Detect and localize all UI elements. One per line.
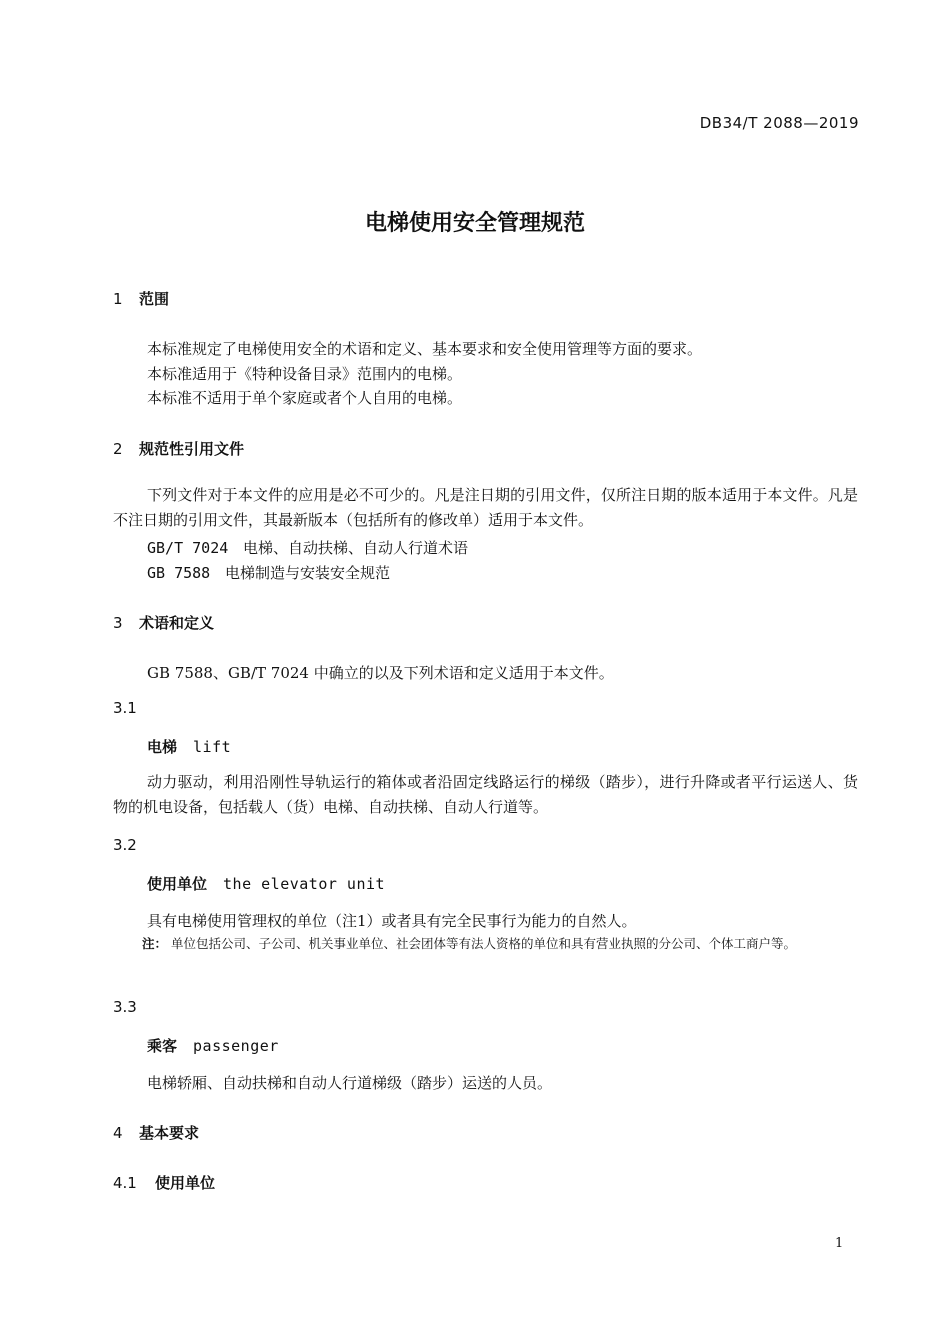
subsection-title: 使用单位 (155, 1174, 216, 1192)
reference-code: GB/T 7024 (147, 539, 229, 557)
section-4-heading (113, 1122, 199, 1143)
term-chinese: 电梯 (147, 738, 178, 756)
page-title: 电梯使用安全管理规范 (364, 211, 585, 236)
scope-paragraph-3: 本标准不适用于单个家庭或者个人自用的电梯。 (147, 389, 463, 407)
reference-code: GB 7588 (147, 564, 211, 582)
term-number: 3.3 (113, 998, 137, 1016)
section-title: 范围 (139, 290, 170, 308)
term-number: 3.1 (113, 699, 137, 717)
term-chinese: 乘客 (147, 1037, 178, 1055)
scope-paragraph-2: 本标准适用于《特种设备目录》范围内的电梯。 (147, 365, 463, 383)
term-chinese: 使用单位 (147, 875, 208, 893)
reference-item (147, 537, 468, 558)
term-english: the elevator unit (223, 875, 386, 893)
normative-references-intro: 下列文件对于本文件的应用是必不可少的。凡是注日期的引用文件，仅所注日期的版本适用于本文件。凡是不注日期的引用文件，其最新版本（包括所有的修改单）适用于本文件。 (113, 486, 858, 529)
term-entry (147, 873, 385, 894)
terms-intro: GB 7588、GB/T 7024 中确立的以及下列术语和定义适用于本文件。 (147, 664, 614, 682)
scope-paragraph-1: 本标准规定了电梯使用安全的术语和定义、基本要求和安全使用管理等方面的要求。 (147, 340, 703, 358)
page-number: 1 (835, 1236, 844, 1251)
term-english: passenger (193, 1037, 279, 1055)
term-definition: 电梯轿厢、自动扶梯和自动人行道梯级（踏步）运送的人员。 (147, 1074, 553, 1092)
subsection-4-1-heading (113, 1172, 215, 1193)
note-text: 单位包括公司、子公司、机关事业单位、社会团体等有法人资格的单位和具有营业执照的分公司、个体工商户等。 (171, 936, 797, 951)
document-number: DB34/T 2088—2019 (699, 114, 859, 132)
note-label: 注： (142, 936, 168, 951)
subsection-number: 4.1 (113, 1174, 137, 1192)
section-number: 4 (113, 1124, 123, 1142)
reference-title: 电梯、自动扶梯、自动人行道术语 (243, 539, 469, 557)
term-number: 3.2 (113, 836, 137, 854)
reference-item (147, 562, 390, 583)
reference-title: 电梯制造与安装安全规范 (225, 564, 391, 582)
term-note (142, 932, 890, 956)
section-title: 术语和定义 (139, 614, 215, 632)
section-title: 规范性引用文件 (139, 440, 245, 458)
term-definition: 具有电梯使用管理权的单位（注1）或者具有完全民事行为能力的自然人。 (147, 912, 637, 930)
section-1-heading (113, 288, 169, 309)
term-entry (147, 1035, 279, 1056)
section-number: 2 (113, 440, 123, 458)
term-entry (147, 736, 231, 757)
section-number: 1 (113, 290, 123, 308)
term-english: lift (193, 738, 232, 756)
section-3-heading (113, 612, 214, 633)
term-definition: 动力驱动，利用沿刚性导轨运行的箱体或者沿固定线路运行的梯级（踏步），进行升降或者平行运送人、货物的机电设备，包括载人（货）电梯、自动扶梯、自动人行道等。 (113, 773, 858, 816)
section-title: 基本要求 (139, 1124, 200, 1142)
section-2-heading (113, 438, 244, 459)
section-number: 3 (113, 614, 123, 632)
